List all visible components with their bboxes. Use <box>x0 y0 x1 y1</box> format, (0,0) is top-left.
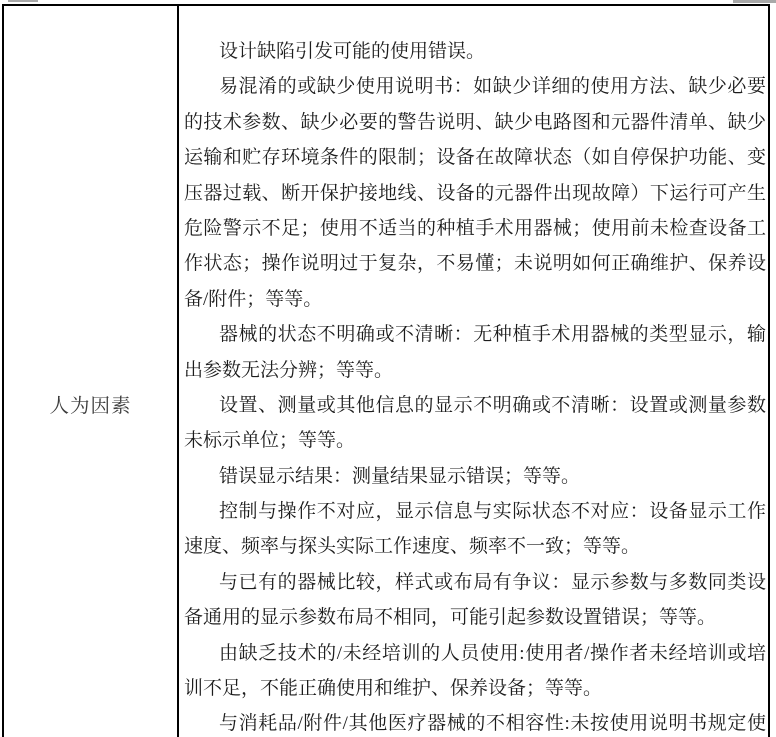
text-line: 与消耗品/附件/其他医疗器械的不相容性:未按使用说明书规定使 <box>219 713 766 735</box>
text-line: 作状态；操作说明过于复杂，不易懂；未说明如何正确维护、保养设 <box>184 253 766 275</box>
top-left-row-remnant <box>8 0 38 2</box>
text-line: 的技术参数、缺少必要的警告说明、缺少电路图和元器件清单、缺少 <box>184 111 766 133</box>
text-line: 设置、测量或其他信息的显示不明确或不清晰：设置或测量参数 <box>219 394 766 416</box>
row-content-cell <box>179 6 768 737</box>
text-line: 易混淆的或缺少使用说明书：如缺少详细的使用方法、缺少必要 <box>219 76 766 98</box>
text-line: 备通用的显示参数布局不相同，可能引起参数设置错误；等等。 <box>184 607 717 629</box>
top-right-row-remnant <box>733 0 776 3</box>
text-line: 出参数无法分辨；等等。 <box>184 359 394 381</box>
row-header-cell <box>4 6 179 737</box>
row-header-label: 人为因素 <box>49 396 132 417</box>
text-line: 运输和贮存环境条件的限制；设备在故障状态（如自停保护功能、变 <box>184 147 766 169</box>
text-line: 未标示单位；等等。 <box>184 430 356 452</box>
text-line: 错误显示结果：测量结果显示错误；等等。 <box>219 465 581 487</box>
text-line: 备/附件；等等。 <box>184 288 323 310</box>
text-line: 压器过载、断开保护接地线、设备的元器件出现故障）下运行可产生 <box>184 182 766 204</box>
text-line: 训不足，不能正确使用和维护、保养设备；等等。 <box>184 678 603 700</box>
text-line: 控制与操作不对应，显示信息与实际状态不对应：设备显示工作 <box>219 501 766 523</box>
text-line: 器械的状态不明确或不清晰：无种植手术用器械的类型显示，输 <box>219 324 766 346</box>
text-line: 危险警示不足；使用不适当的种植手术用器械；使用前未检查设备工 <box>184 217 766 239</box>
text-line: 与已有的器械比较，样式或布局有争议：显示参数与多数同类设 <box>219 571 766 593</box>
text-line: 速度、频率与探头实际工作速度、频率不一致；等等。 <box>184 536 641 558</box>
risk-analysis-table <box>2 4 770 737</box>
text-line: 由缺乏技术的/未经培训的人员使用:使用者/操作者未经培训或培 <box>219 642 766 664</box>
text-line: 设计缺陷引发可能的使用错误。 <box>219 41 486 62</box>
